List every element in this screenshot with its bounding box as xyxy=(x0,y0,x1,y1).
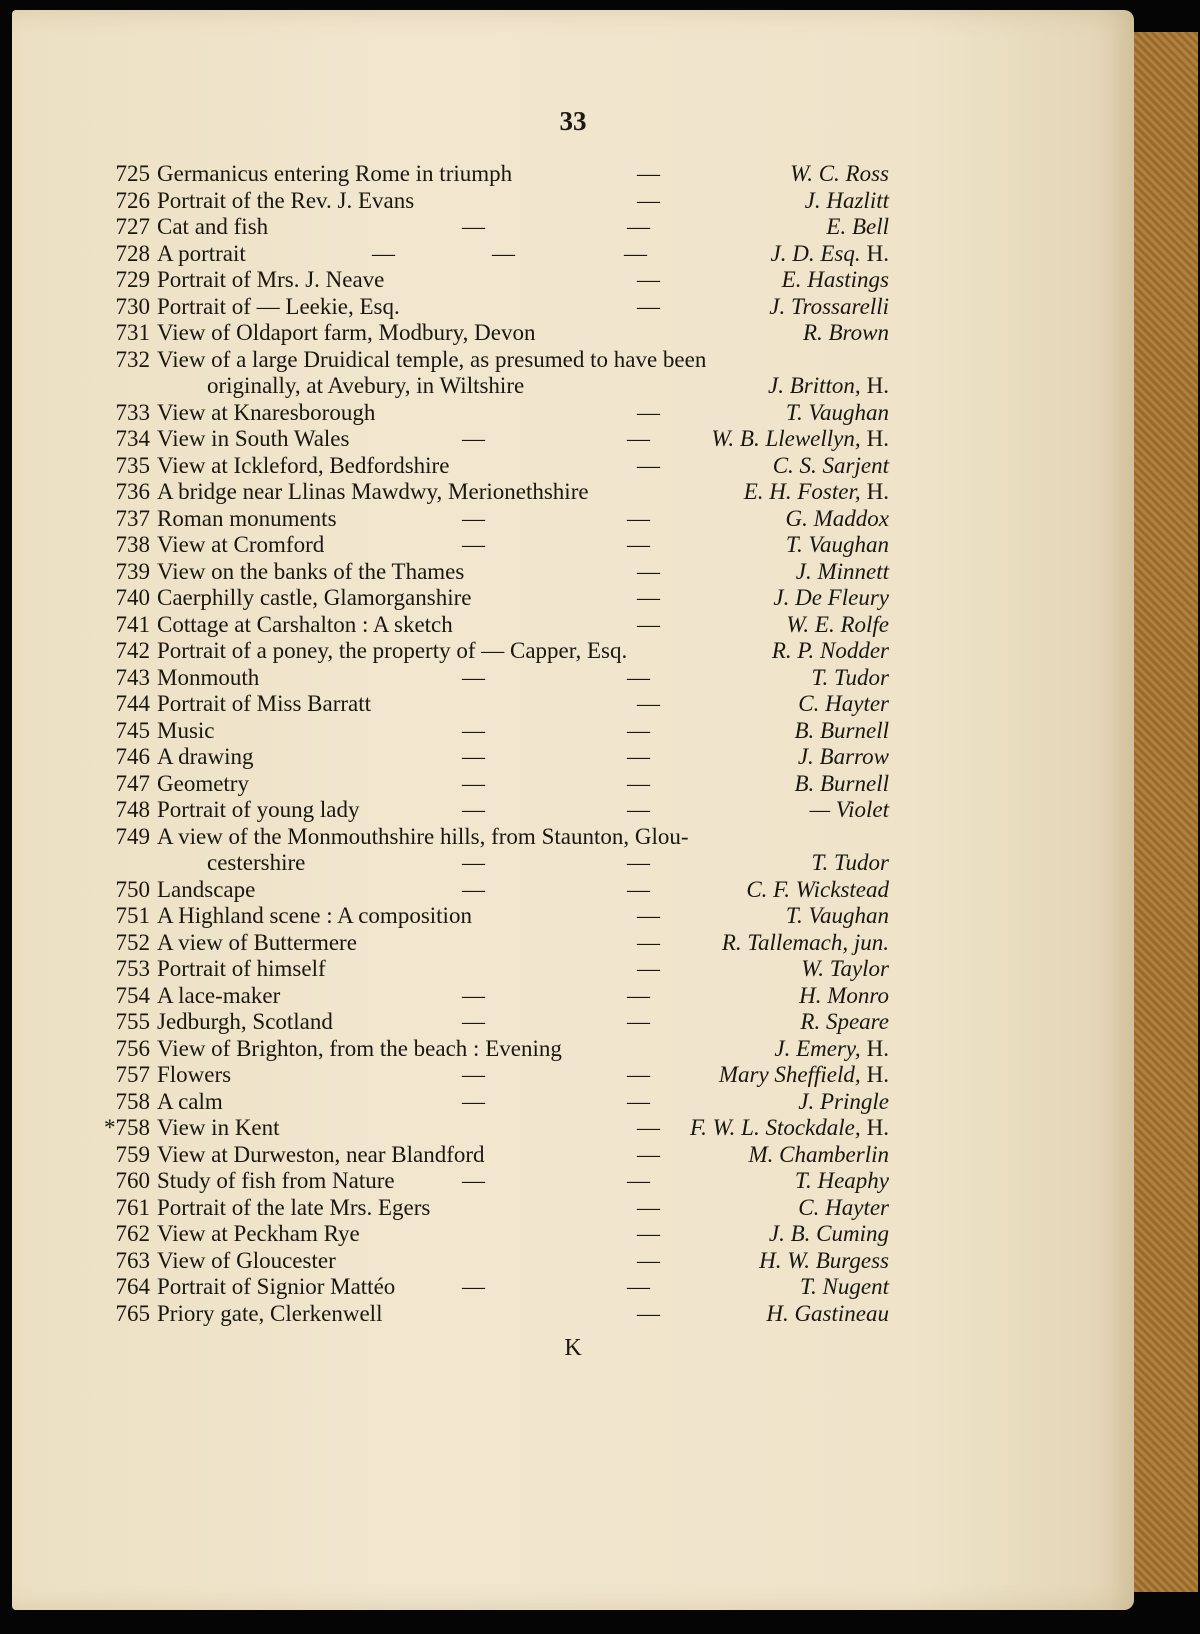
entry-number: 742 xyxy=(115,638,150,663)
artist-name: R. Brown xyxy=(802,320,889,345)
entry-number: 737 xyxy=(115,505,150,531)
entry-row xyxy=(12,505,1134,532)
leader-dash: — xyxy=(637,1115,660,1140)
entry-artist xyxy=(744,478,889,505)
artist-name: F. W. L. Stockdale, xyxy=(690,1115,861,1140)
leader-dash: — xyxy=(637,956,660,981)
entry-title: Portrait of himself xyxy=(157,956,326,981)
leader-dash: — xyxy=(462,797,485,822)
entry-title: A lace-maker xyxy=(157,982,281,1008)
honorary-mark: H. xyxy=(866,1115,889,1140)
entry-number: 729 xyxy=(115,267,150,292)
leader-dash: — xyxy=(462,214,485,239)
entry-number: 763 xyxy=(115,1247,150,1273)
artist-name: T. Nugent xyxy=(799,1274,889,1299)
leader-dash: — xyxy=(627,1168,650,1193)
signature-mark: K xyxy=(564,1335,582,1361)
leader-dash: — xyxy=(637,267,660,292)
leader-dash: — xyxy=(627,505,650,531)
entry-row xyxy=(12,240,1134,267)
entry-number: 756 xyxy=(115,1035,150,1061)
entry-number: 755 xyxy=(115,1009,150,1034)
entry-artist xyxy=(773,452,889,479)
artist-name: J. Pringle xyxy=(798,1088,889,1114)
entry-artist xyxy=(796,558,889,585)
leader-dash: — xyxy=(637,1221,660,1246)
entry-number: 761 xyxy=(115,1194,150,1220)
entry-title: Germanicus entering Rome in triumph xyxy=(157,161,513,186)
entry-artist xyxy=(798,1194,889,1221)
entry-title: Geometry xyxy=(157,770,249,796)
entry-artist xyxy=(826,213,889,240)
entry-artist xyxy=(800,1273,889,1300)
entry-title: View on the banks of the Thames xyxy=(157,558,465,584)
entry-row xyxy=(12,1008,1134,1035)
entry-number: 744 xyxy=(115,691,150,716)
entry-number: 740 xyxy=(115,585,150,610)
entry-artist xyxy=(794,717,889,744)
entry-row xyxy=(12,1141,1134,1168)
entry-artist xyxy=(786,902,889,929)
leader-dash: — xyxy=(627,797,650,822)
entry-number: 726 xyxy=(115,187,150,213)
entry-number: 746 xyxy=(115,744,150,769)
entry-title: Monmouth xyxy=(157,664,260,690)
entry-number: 750 xyxy=(115,876,150,902)
leader-dash: — xyxy=(637,399,660,425)
entry-title: Portrait of — Leekie, Esq. xyxy=(157,293,400,319)
entry-title: View in South Wales xyxy=(157,426,350,451)
entry-artist xyxy=(805,187,889,214)
entry-title: A drawing xyxy=(157,744,254,769)
entry-title: A Highland scene : A composition xyxy=(157,903,472,928)
entry-title: View at Durweston, near Blandford xyxy=(157,1141,485,1167)
entry-row xyxy=(12,902,1134,929)
entry-row xyxy=(12,955,1134,982)
entry-artist xyxy=(773,584,889,611)
entry-number: 751 xyxy=(115,903,150,928)
leader-dash: — xyxy=(627,664,650,690)
entry-title: View of Brighton, from the beach : Evening xyxy=(157,1035,562,1061)
entry-number: 747 xyxy=(115,770,150,796)
leader-dash: — xyxy=(462,426,485,451)
artist-name: T. Tudor xyxy=(811,664,889,690)
entry-row xyxy=(12,266,1134,293)
artist-name: J. De Fleury xyxy=(773,585,889,610)
artist-name: J. Emery, xyxy=(774,1035,861,1061)
entry-number: *758 xyxy=(104,1115,150,1140)
entry-row xyxy=(12,876,1134,903)
artist-name: W. E. Rolfe xyxy=(786,611,889,637)
leader-dash: — xyxy=(627,876,650,902)
entry-number: 748 xyxy=(115,797,150,822)
entry-artist xyxy=(719,1061,889,1088)
honorary-mark: H. xyxy=(866,479,889,504)
entry-title: Flowers xyxy=(157,1062,232,1087)
entry-row xyxy=(12,1088,1134,1115)
catalogue-page xyxy=(12,10,1134,1610)
entry-artist xyxy=(771,240,889,267)
entry-row xyxy=(12,717,1134,744)
entry-number: 757 xyxy=(115,1062,150,1087)
leader-dash: — xyxy=(462,1009,485,1034)
artist-name: J. D. Esq. xyxy=(770,240,861,266)
artist-name: T. Vaughan xyxy=(785,903,889,928)
leader-dash: — xyxy=(462,717,485,743)
artist-name: M. Chamberlin xyxy=(748,1141,889,1167)
entry-title: Portrait of the Rev. J. Evans xyxy=(157,187,415,213)
leader-dash: — xyxy=(637,903,660,928)
leader-dash: — xyxy=(637,187,660,213)
entry-row xyxy=(12,1273,1134,1300)
entry-row xyxy=(12,160,1134,187)
entry-number: 749 xyxy=(115,823,150,849)
leader-dash: — xyxy=(637,1194,660,1220)
entry-row xyxy=(12,982,1134,1009)
entry-row xyxy=(12,558,1134,585)
entry-row xyxy=(12,293,1134,320)
entry-title: A view of Buttermere xyxy=(157,929,357,955)
leader-dash: — xyxy=(627,1062,650,1087)
entry-artist xyxy=(799,982,889,1009)
artist-name: W. C. Ross xyxy=(790,161,889,186)
entry-title: Caerphilly castle, Glamorganshire xyxy=(157,585,472,610)
entry-title: Cat and fish xyxy=(157,214,269,239)
leader-dash: — xyxy=(462,1088,485,1114)
entry-number: 736 xyxy=(115,479,150,504)
leader-dash: — xyxy=(637,929,660,955)
entry-number: 734 xyxy=(115,426,150,451)
entry-artist xyxy=(786,505,889,532)
entry-title: Roman monuments xyxy=(157,505,337,531)
entry-title: Portrait of Mrs. J. Neave xyxy=(157,267,385,292)
entry-title: View at Peckham Rye xyxy=(157,1221,360,1246)
entry-artist xyxy=(722,929,889,956)
entry-row xyxy=(12,796,1134,823)
entry-row xyxy=(12,1220,1134,1247)
artist-name: E. H. Foster, xyxy=(743,479,861,504)
entry-title: Jedburgh, Scotland xyxy=(157,1009,333,1034)
entry-title: A portrait xyxy=(157,240,246,266)
leader-dash: — xyxy=(627,770,650,796)
entry-row xyxy=(12,399,1134,426)
artist-name: T. Heaphy xyxy=(794,1168,889,1193)
entry-artist xyxy=(801,955,889,982)
leader-dash: — xyxy=(462,744,485,769)
entry-number: 754 xyxy=(115,982,150,1008)
leader-dash: — xyxy=(462,532,485,557)
entry-number: 753 xyxy=(115,956,150,981)
leader-dash: — xyxy=(627,1088,650,1114)
entry-artist xyxy=(766,1300,889,1327)
artist-name: E. Bell xyxy=(826,214,889,239)
artist-name: R. Tallemach, jun. xyxy=(721,929,889,955)
entry-artist xyxy=(800,1008,889,1035)
entry-artist xyxy=(690,1114,889,1141)
entry-artist xyxy=(748,1141,889,1168)
artist-name: C. F. Wickstead xyxy=(746,876,889,902)
entry-artist xyxy=(798,1088,889,1115)
artist-name: E. Hastings xyxy=(781,267,889,292)
artist-name: T. Vaughan xyxy=(785,532,889,557)
entry-row xyxy=(12,478,1134,505)
entry-title: Cottage at Carshalton : A sketch xyxy=(157,611,453,637)
entry-artist xyxy=(790,160,889,187)
leader-dash: — xyxy=(462,876,485,902)
leader-dash: — xyxy=(627,214,650,239)
entry-row xyxy=(12,1167,1134,1194)
entry-title: A view of the Monmouthshire hills, from Staunton, Glou- xyxy=(157,823,689,849)
entry-number: 735 xyxy=(115,452,150,478)
artist-name: J. Minnett xyxy=(795,558,889,584)
leader-dash: — xyxy=(637,1141,660,1167)
leader-dash: — xyxy=(462,1168,485,1193)
entry-number: 727 xyxy=(115,214,150,239)
entry-row xyxy=(12,187,1134,214)
leader-dash: — xyxy=(637,452,660,478)
entry-number: 752 xyxy=(115,929,150,955)
entry-row xyxy=(12,346,1134,373)
artist-name: R. P. Nodder xyxy=(771,638,889,663)
artist-name: Mary Sheffield, xyxy=(718,1062,861,1087)
entry-title: View at Cromford xyxy=(157,532,325,557)
artist-name: B. Burnell xyxy=(794,770,889,796)
leader-dash: — xyxy=(462,1274,485,1299)
artist-name: H. Monro xyxy=(799,982,889,1008)
leader-dash: — xyxy=(637,585,660,610)
leader-dash: — xyxy=(637,691,660,716)
artist-name: — Violet xyxy=(809,797,889,822)
entry-artist xyxy=(769,1220,889,1247)
entry-row xyxy=(12,584,1134,611)
page-number: 33 xyxy=(559,106,587,136)
honorary-mark: H. xyxy=(866,240,889,266)
entry-row xyxy=(12,319,1134,346)
artist-name: R. Speare xyxy=(800,1009,889,1034)
entry-number: 732 xyxy=(115,346,150,372)
honorary-mark: H. xyxy=(866,426,889,451)
artist-name: H. W. Burgess xyxy=(759,1247,889,1273)
entry-number: 745 xyxy=(115,717,150,743)
leader-dash: — xyxy=(637,1300,660,1326)
honorary-mark: H. xyxy=(866,373,889,398)
entry-artist xyxy=(782,266,889,293)
entry-number: 739 xyxy=(115,558,150,584)
entry-artist xyxy=(786,531,889,558)
entry-number: 759 xyxy=(115,1141,150,1167)
artist-name: J. B. Cuming xyxy=(768,1221,889,1246)
entry-number: 725 xyxy=(115,161,150,186)
entry-number: 733 xyxy=(115,399,150,425)
leader-dash: — xyxy=(627,850,650,875)
leader-dash: — xyxy=(637,293,660,319)
artist-name: J. Hazlitt xyxy=(804,187,889,213)
entry-title: View of Gloucester xyxy=(157,1247,336,1273)
entry-artist xyxy=(798,690,889,717)
entry-row xyxy=(12,372,1134,399)
artist-name: J. Trossarelli xyxy=(769,293,889,319)
leader-dash: — xyxy=(627,1274,650,1299)
entry-number: 765 xyxy=(115,1300,150,1326)
entry-row xyxy=(12,743,1134,770)
artist-name: T. Tudor xyxy=(811,850,889,875)
entry-row xyxy=(12,1247,1134,1274)
entry-title: Portrait of young lady xyxy=(157,797,360,822)
entry-number: 764 xyxy=(115,1274,150,1299)
entry-title: Landscape xyxy=(157,876,256,902)
entry-number: 760 xyxy=(115,1168,150,1193)
entry-row xyxy=(12,637,1134,664)
entry-row xyxy=(12,1114,1134,1141)
artist-name: H. Gastineau xyxy=(766,1300,889,1326)
leader-dash: — xyxy=(492,240,515,266)
entry-title: View of Oldaport farm, Modbury, Devon xyxy=(157,320,536,345)
entry-row xyxy=(12,1194,1134,1221)
leader-dash: — xyxy=(462,770,485,796)
leader-dash: — xyxy=(627,532,650,557)
entry-artist xyxy=(769,293,889,320)
entry-row xyxy=(12,1300,1134,1327)
artist-name: W. Taylor xyxy=(801,956,889,981)
entry-number: 728 xyxy=(115,240,150,266)
leader-dash: — xyxy=(462,982,485,1008)
entry-artist xyxy=(811,664,889,691)
entry-artist xyxy=(794,770,889,797)
artist-name: G. Maddox xyxy=(785,505,889,531)
entry-artist xyxy=(795,1167,889,1194)
entry-row xyxy=(12,929,1134,956)
artist-name: C. S. Sarjent xyxy=(772,452,889,478)
entry-row xyxy=(12,823,1134,850)
entry-title: Priory gate, Clerkenwell xyxy=(157,1300,383,1326)
entry-artist xyxy=(759,1247,889,1274)
artist-name: J. Britton, xyxy=(767,373,861,398)
entry-number: 743 xyxy=(115,664,150,690)
leader-dash: — xyxy=(462,1062,485,1087)
leader-dash: — xyxy=(627,744,650,769)
entry-title: View in Kent xyxy=(157,1115,280,1140)
entry-artist xyxy=(811,849,889,876)
entry-artist xyxy=(711,425,889,452)
entry-number: 731 xyxy=(115,320,150,345)
leader-dash: — xyxy=(462,505,485,531)
leader-dash: — xyxy=(627,426,650,451)
entry-title: Study of fish from Nature xyxy=(157,1168,395,1193)
artist-name: W. B. Llewellyn, xyxy=(711,426,861,451)
entry-artist xyxy=(810,796,889,823)
entry-title: A calm xyxy=(157,1088,223,1114)
entry-row xyxy=(12,452,1134,479)
entry-number: 758 xyxy=(115,1088,150,1114)
entry-artist xyxy=(768,372,889,399)
entry-title: View at Ickleford, Bedfordshire xyxy=(157,452,450,478)
entry-row xyxy=(12,611,1134,638)
leader-dash: — xyxy=(624,240,647,266)
entry-artist xyxy=(803,319,889,346)
leader-dash: — xyxy=(637,611,660,637)
entry-row xyxy=(12,1035,1134,1062)
entry-title: Portrait of Signior Mattéo xyxy=(157,1274,396,1299)
entry-title: originally, at Avebury, in Wiltshire xyxy=(207,373,525,398)
artist-name: J. Barrow xyxy=(797,744,889,769)
entry-title: View of a large Druidical temple, as presumed to have been xyxy=(157,346,707,372)
entry-row xyxy=(12,1061,1134,1088)
leader-dash: — xyxy=(462,664,485,690)
leader-dash: — xyxy=(627,982,650,1008)
entry-number: 762 xyxy=(115,1221,150,1246)
honorary-mark: H. xyxy=(866,1062,889,1087)
entry-title: View at Knaresborough xyxy=(157,399,376,425)
entry-number: 738 xyxy=(115,532,150,557)
artist-name: C. Hayter xyxy=(798,691,889,716)
entry-number: 741 xyxy=(115,611,150,637)
leader-dash: — xyxy=(462,850,485,875)
honorary-mark: H. xyxy=(866,1035,889,1061)
leader-dash: — xyxy=(627,1009,650,1034)
entry-row xyxy=(12,664,1134,691)
leader-dash: — xyxy=(637,1247,660,1273)
entry-artist xyxy=(746,876,889,903)
entry-row xyxy=(12,213,1134,240)
leader-dash: — xyxy=(637,161,660,186)
entry-row xyxy=(12,531,1134,558)
entry-artist xyxy=(798,743,889,770)
entry-row xyxy=(12,849,1134,876)
entry-title: cestershire xyxy=(207,850,306,875)
entry-artist xyxy=(772,637,889,664)
entry-title: Music xyxy=(157,717,215,743)
entry-row xyxy=(12,425,1134,452)
artist-name: B. Burnell xyxy=(794,717,889,743)
entry-title: Portrait of Miss Barratt xyxy=(157,691,371,716)
leader-dash: — xyxy=(627,717,650,743)
artist-name: C. Hayter xyxy=(798,1194,889,1220)
entry-artist xyxy=(786,399,889,426)
entry-title: Portrait of a poney, the property of — Capper, Esq. xyxy=(157,638,628,663)
entry-artist xyxy=(786,611,889,638)
leader-dash: — xyxy=(637,558,660,584)
entry-row xyxy=(12,690,1134,717)
entry-title: Portrait of the late Mrs. Egers xyxy=(157,1194,431,1220)
entry-title: A bridge near Llinas Mawdwy, Merionethshire xyxy=(157,479,589,504)
entry-row xyxy=(12,770,1134,797)
artist-name: T. Vaughan xyxy=(785,399,889,425)
entry-number: 730 xyxy=(115,293,150,319)
entry-artist xyxy=(774,1035,889,1062)
leader-dash: — xyxy=(372,240,395,266)
